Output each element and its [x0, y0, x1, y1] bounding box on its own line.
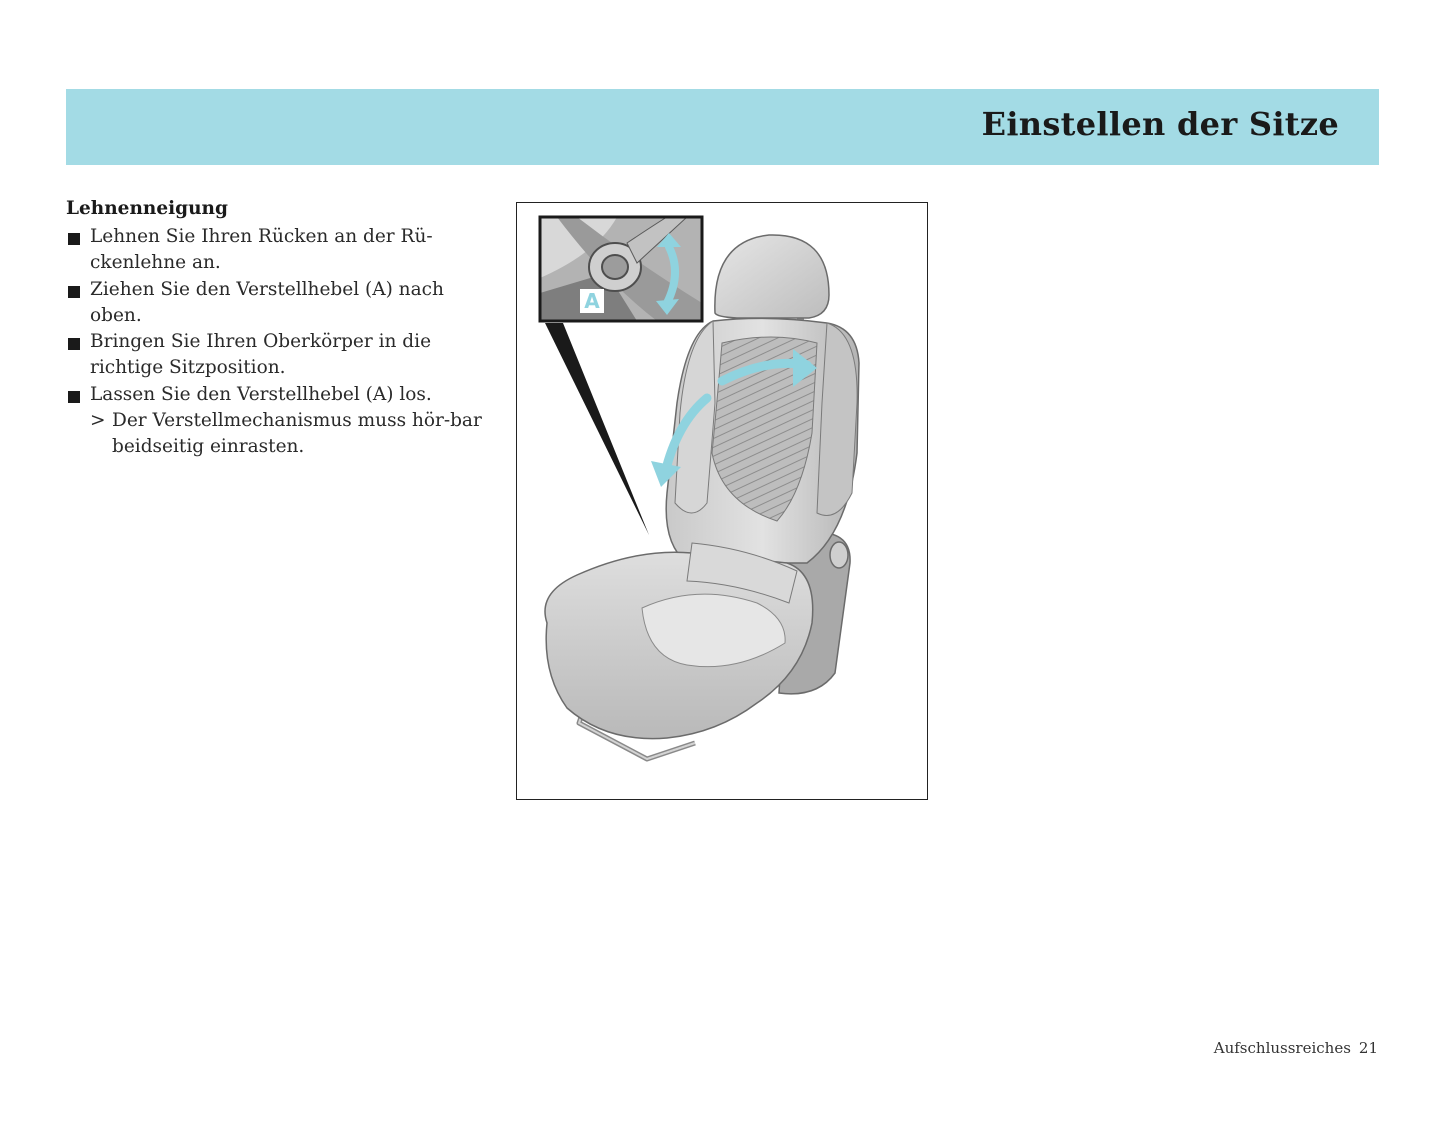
header-band: [66, 89, 1379, 165]
square-bullet-icon: [68, 233, 80, 245]
square-bullet-icon: [68, 338, 80, 350]
result-marker: >: [90, 410, 106, 432]
seat-illustration: [516, 202, 928, 800]
callout-label: A: [584, 289, 600, 313]
step-item: [66, 277, 486, 330]
instructions: [66, 196, 486, 461]
square-bullet-icon: [68, 286, 80, 298]
headrest: [715, 235, 829, 318]
seat-drawing: [517, 203, 927, 799]
page-number: 21: [1358, 1039, 1378, 1057]
step-result: [66, 408, 486, 461]
square-bullet-icon: [68, 391, 80, 403]
step-item: [66, 224, 486, 277]
result-text: Der Verstellmechanismus muss hör-bar beidseitig einrasten.: [112, 410, 482, 458]
callout-pointer: [545, 323, 649, 535]
page-title: Einstellen der Sitze: [981, 105, 1339, 143]
step-text: Lassen Sie den Verstellhebel (A) los.: [90, 383, 432, 405]
footer-section-name: Aufschlussreiches: [1213, 1039, 1351, 1057]
step-item: [66, 382, 486, 408]
section-heading: Lehnenneigung: [66, 198, 228, 219]
page-footer: [1214, 1039, 1378, 1057]
step-item: [66, 329, 486, 382]
step-list: [66, 224, 486, 408]
step-text: Lehnen Sie Ihren Rücken an der Rü-ckenlehne an.: [90, 226, 433, 274]
step-text: Ziehen Sie den Verstellhebel (A) nach oben.: [90, 278, 444, 326]
lever-detail-inset: [540, 217, 702, 321]
step-text: Bringen Sie Ihren Oberkörper in die richtige Sitzposition.: [90, 331, 432, 379]
